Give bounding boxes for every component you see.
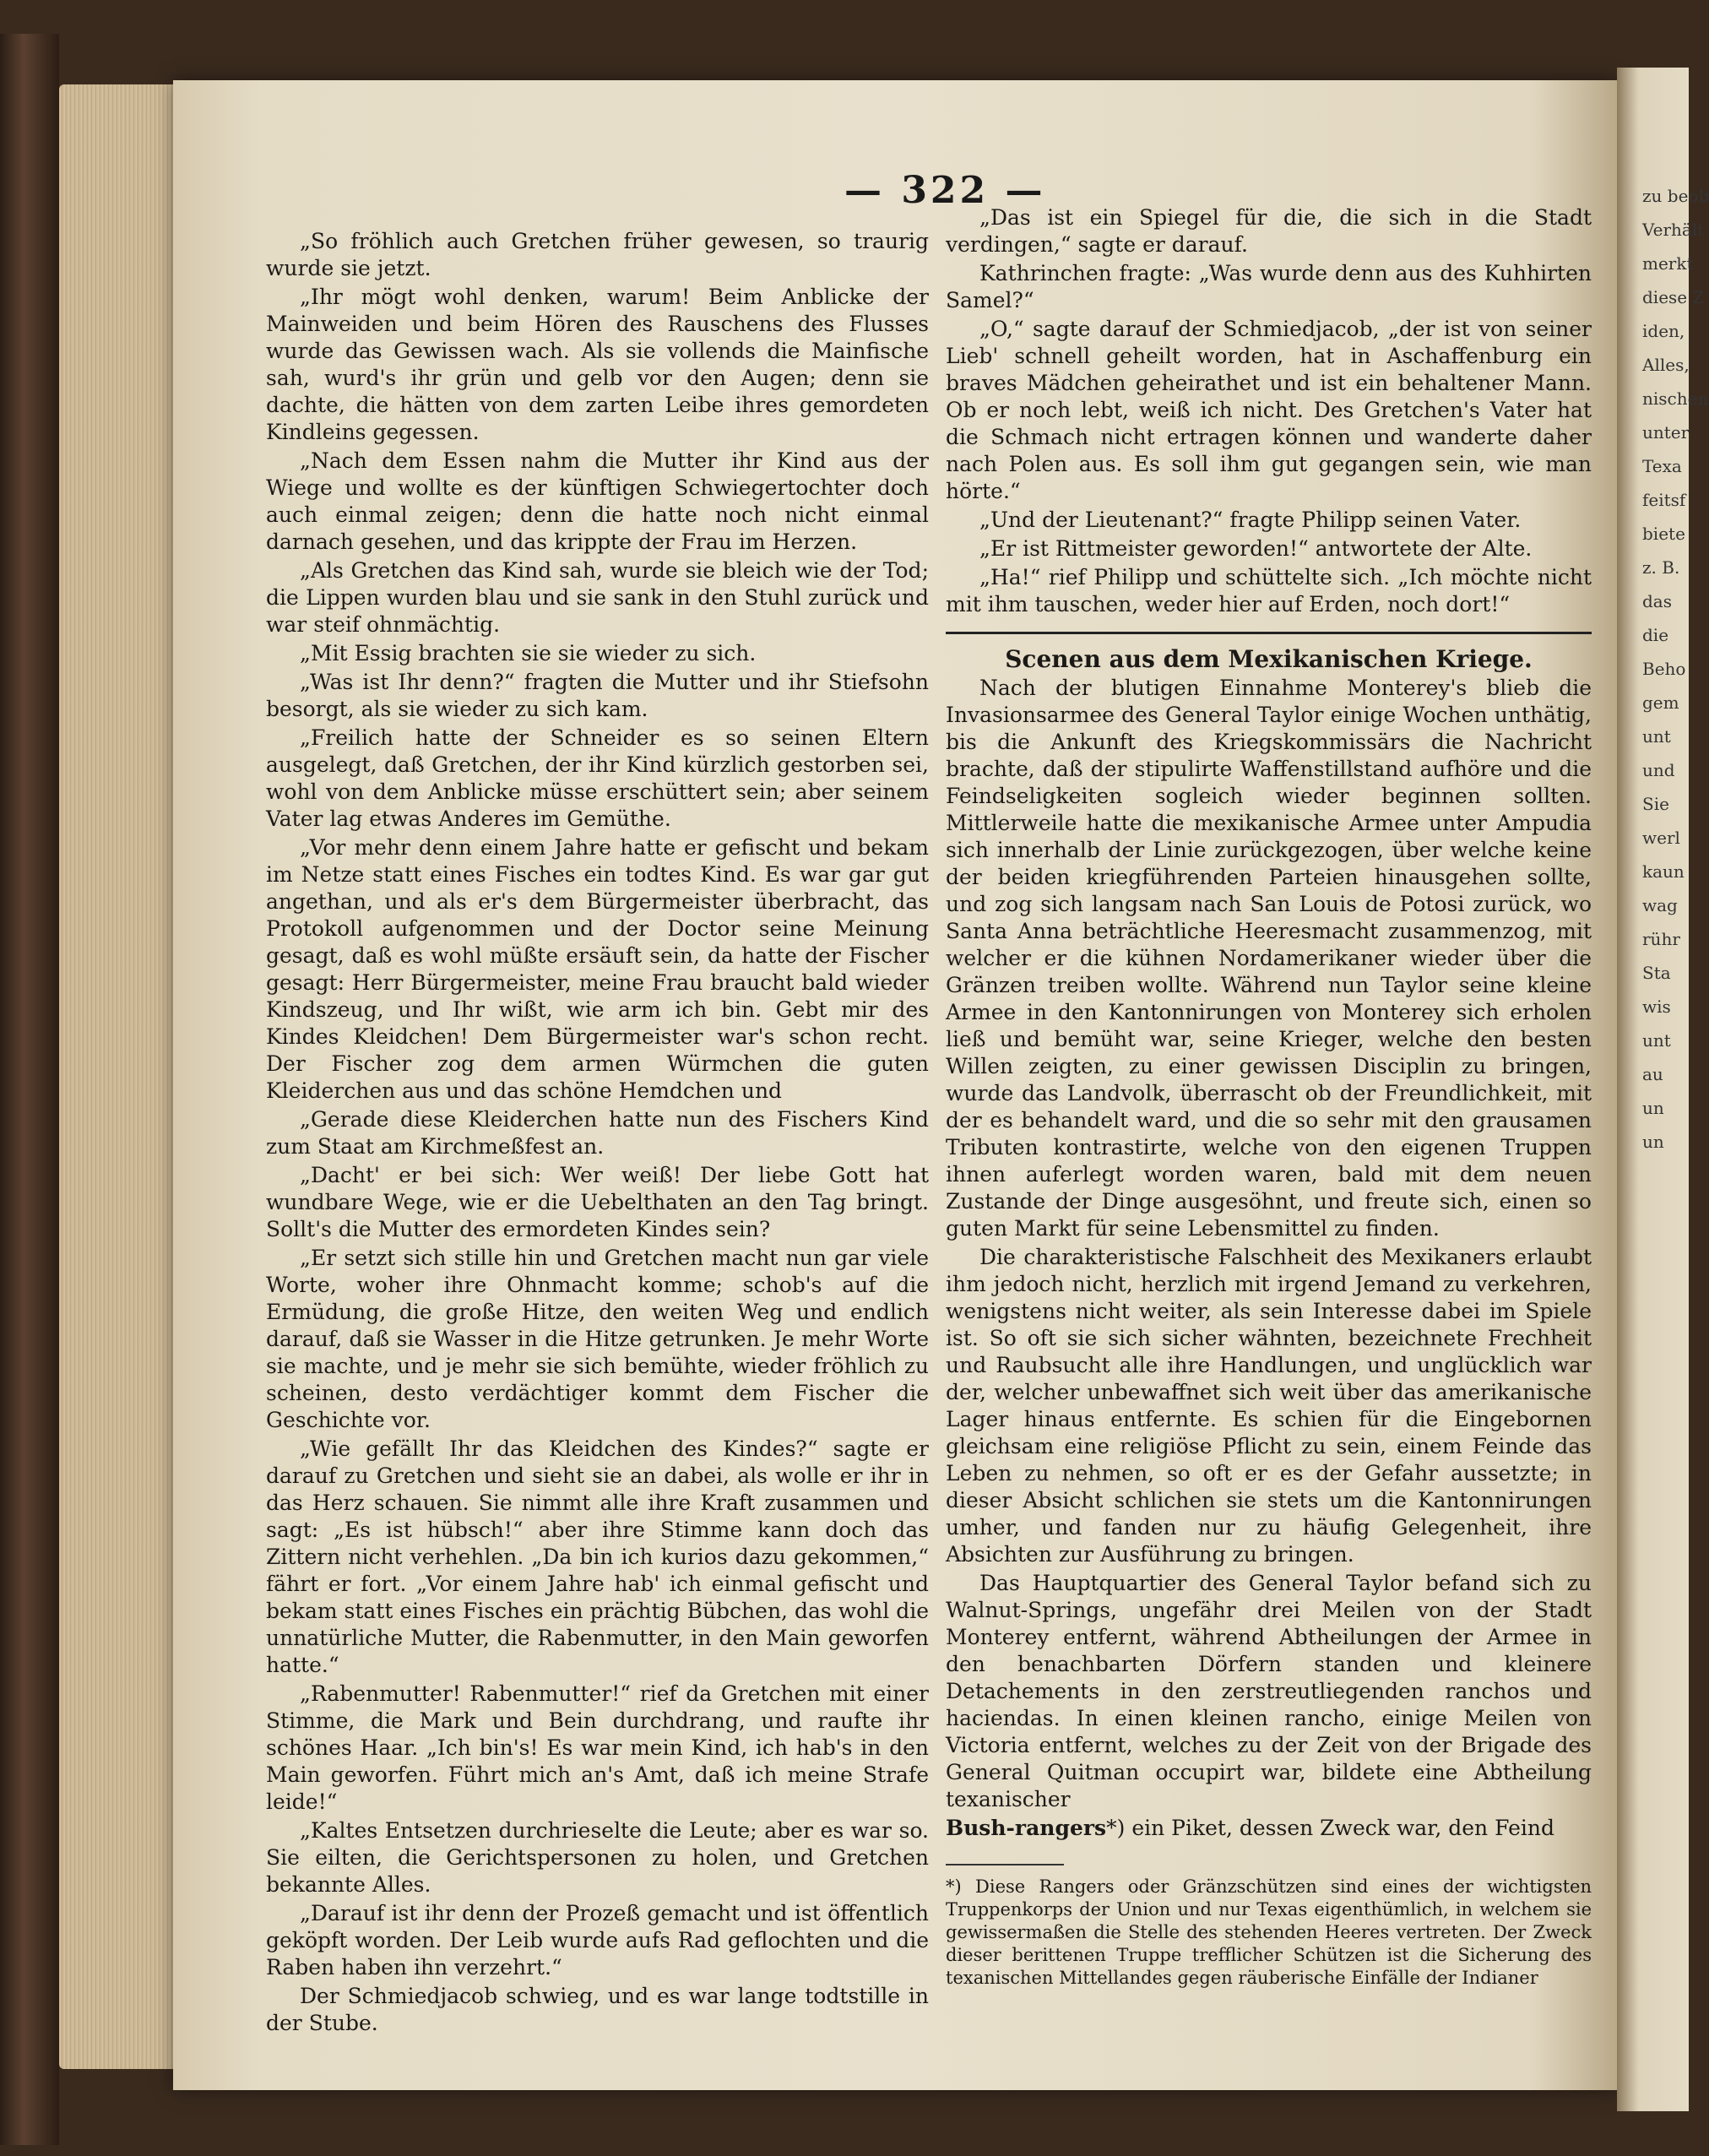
article-line-rest: ein Piket, dessen Zweck war, den Feind: [1125, 1816, 1554, 1840]
facing-page-fragment: und: [1642, 760, 1675, 780]
paragraph: „Mit Essig brachten sie sie wieder zu sich.: [300, 641, 757, 665]
facing-page-fragment: unt: [1642, 1030, 1671, 1051]
facing-page-fragment: wag: [1642, 895, 1678, 915]
footnote-marker: *): [1106, 1816, 1126, 1840]
facing-page-fragment: au: [1642, 1064, 1663, 1084]
footnote-divider: [946, 1864, 1064, 1865]
article-paragraph: Nach der blutigen Einnahme Monterey's blieb die Invasionsarmee des General Taylor einige Wochen unthätig, bis die Ankunft des Kriegskommissärs die Nachricht brachte, daß der stipulirte Waffenstillstand aufhöre und die Feindseligkeiten sogleich wieder beginnen sollten. Mittlerweile hatte die mexikanische Armee unter Ampudia sich innerhalb der Linie zurückgezogen, über welche keine der beiden kriegführenden Parteien hinausgehen sollte, und zog sich langsam nach San Louis de Potosi zurück, wo Santa Anna beträchtliche Heeresmacht zusammenzog, mit welcher er die kühnen Nordamerikaner wieder über die Gränzen treiben wollte. Während nun Taylor seine kleine Armee in den Kantonnirungen von Monterey sich erholen ließ und bemüht war, seine Krieger, welche den besten Willen zeigten, zu einer gewissen Disciplin zu bringen, wurde das Landvolk, überrascht ob der Freundlichkeit, mit der es behandelt ward, und die so sehr mit den grausamen Tributen kontrastirte, welche von den eigenen Truppen ihnen auferlegt worden waren, bald mit dem neuen Zustande der Dinge ausgesöhnt, und freute sich, einen so guten Markt für seine Lebensmittel zu finden.: [946, 676, 1592, 1241]
paragraph: „Er setzt sich stille hin und Gretchen macht nun gar viele Worte, woher ihre Ohnmacht komme; schob's auf die Ermüdung, die große Hitze, den weiten Weg und endlich darauf, daß sie Wasser in die Hitze getrunken. Je mehr Worte sie machte, und je mehr sie sich bemühte, wieder fröhlich zu scheinen, desto verdächtiger kommt dem Fischer die Geschichte vor.: [266, 1246, 929, 1432]
paragraph: „Freilich hatte der Schneider es so seinen Eltern ausgelegt, daß Gretchen, der ihr Kind kürzlich gestorben sei, wohl von dem Anblicke müsse erschüttert sein; aber seinem Vater lag etwas Anderes im Gemüthe.: [266, 725, 929, 831]
bush-rangers-term: Bush-rangers: [946, 1816, 1107, 1840]
facing-page-fragment: unt: [1642, 726, 1671, 747]
facing-page-fragment: unter: [1642, 422, 1690, 443]
facing-page-fragment: wis: [1642, 997, 1671, 1017]
facing-page-fragment: Texa: [1642, 456, 1682, 476]
facing-page-fragment: z. B.: [1642, 557, 1680, 578]
paragraph: „Dacht' er bei sich: Wer weiß! Der liebe Gott hat wundbare Wege, wie er die Uebelthaten an den Tag bringt. Sollt's die Mutter des ermordeten Kindes sein?: [266, 1163, 929, 1241]
facing-page-fragment: die: [1642, 625, 1669, 645]
paragraph: „Wie gefällt Ihr das Kleidchen des Kindes?“ sagte er darauf zu Gretchen und sieht sie an dabei, als wolle er ihr in das Herz schauen. Sie nimmt alle ihre Kraft zusammen und sagt: „Es ist hübsch!“ aber ihre Stimme kann doch das Zittern nicht verhehlen. „Da bin ich kurios dazu gekommen,“ fährt er fort. „Vor einem Jahre hab' ich einmal gefischt und bekam statt eines Fisches ein prächtig Bübchen, das wohl die unnatürliche Mutter, die Rabenmutter, in den Main geworfen hatte.“: [266, 1436, 929, 1677]
facing-page-fragment: gem: [1642, 692, 1679, 713]
paragraph: „So fröhlich auch Gretchen früher gewesen, so traurig wurde sie jetzt.: [266, 229, 929, 280]
paragraph: „Vor mehr denn einem Jahre hatte er gefischt und bekam im Netze statt eines Fisches ein todtes Kind. Es war gar gut angethan, und als er's dem Bürgermeister überbracht, das Protokoll aufgenommen und der Doctor seine Meinung gesagt, daß es wohl müßte ersäuft sein, da hatte der Fischer gesagt: Herr Bürgermeister, meine Frau braucht bald wieder Kindszeug, und Ihr wißt, wie arm ich bin. Gebt mir des Kindes Kleidchen! Dem Bürgermeister war's schon recht. Der Fischer zog dem armen Würmchen die guten Kleiderchen aus und das schöne Hemdchen und: [266, 835, 929, 1103]
facing-page-fragment: kaun: [1642, 861, 1685, 882]
facing-page-fragment: feitsf: [1642, 490, 1686, 510]
facing-page-fragment: merkt: [1642, 253, 1694, 274]
facing-page-fragment: werl: [1642, 828, 1680, 848]
facing-page-fragment: Sie: [1642, 794, 1669, 814]
right-column: [946, 204, 1592, 1991]
facing-page-fragment: rühr: [1642, 929, 1680, 949]
paragraph: „O,“ sagte darauf der Schmiedjacob, „der ist von seiner Lieb' schnell geheilt worden, hat in Aschaffenburg ein braves Mädchen geheirathet und ist ein behaltener Mann. Ob er noch lebt, weiß ich nicht. Des Gretchen's Vater hat die Schmach nicht ertragen können und wanderte daher nach Polen aus. Es soll ihm gut gegangen sein, wie man hörte.“: [946, 317, 1592, 503]
paragraph: „Rabenmutter! Rabenmutter!“ rief da Gretchen mit einer Stimme, die Mark und Bein durchdrang, und raufte ihr schönes Haar. „Ich bin's! Es war mein Kind, ich hab's in den Main geworfen. Führt mich an's Amt, daß ich meine Strafe leide!“: [266, 1681, 929, 1814]
book-spine-edge: [0, 34, 59, 2145]
facing-page-edge: [1617, 68, 1709, 2111]
paragraph: „Als Gretchen das Kind sah, wurde sie bleich wie der Tod; die Lippen wurden blau und sie sank in den Stuhl zurück und war steif ohnmächtig.: [266, 558, 929, 637]
paragraph: „Was ist Ihr denn?“ fragten die Mutter und ihr Stiefsohn besorgt, als sie wieder zu sich kam.: [266, 670, 929, 721]
article-last-line: [946, 1815, 1592, 1842]
facing-page-fragment: das: [1642, 591, 1672, 611]
facing-page-fragment: Alles,: [1642, 355, 1690, 375]
paragraph: „Nach dem Essen nahm die Mutter ihr Kind aus der Wiege und wollte es der künftigen Schwiegertochter doch auch einmal zeigen; denn die hatte noch nicht einmal darnach gesehen, und das krippte der Frau im Herzen.: [266, 448, 929, 554]
facing-page-fragment: Beho: [1642, 659, 1686, 679]
paragraph: „Ha!“ rief Philipp und schüttelte sich. „Ich möchte nicht mit ihm tauschen, weder hier auf Erden, noch dort!“: [946, 565, 1592, 616]
facing-page-fragment: zu beob: [1642, 186, 1709, 206]
paragraph: „Darauf ist ihr denn der Prozeß gemacht und ist öffentlich geköpft worden. Der Leib wurde aufs Rad geflochten und die Raben haben ihn verzehrt.“: [266, 1901, 929, 1980]
section-title: Scenen aus dem Mexikanischen Kriege.: [1005, 645, 1533, 673]
facing-page-fragment: un: [1642, 1098, 1664, 1118]
article-paragraph: Das Hauptquartier des General Taylor befand sich zu Walnut-Springs, ungefähr drei Meilen von der Stadt Monterey entfernt, während Abtheilungen der Armee in den benachbarten Dörfern standen und kleinere Detachements in den zerstreutliegenden ranchos und haciendas. In einen kleinen rancho, einige Meilen von Victoria entfernt, welches zu der Zeit von der Brigade des General Quitman occupirt war, bildete eine Abtheilung texanischer: [946, 1571, 1592, 1811]
left-column: [266, 228, 929, 2039]
section-divider: [946, 632, 1592, 634]
paragraph: „Das ist ein Spiegel für die, die sich in die Stadt verdingen,“ sagte er darauf.: [946, 205, 1592, 257]
paragraph: Kathrinchen fragte: „Was wurde denn aus des Kuhhirten Samel?“: [946, 261, 1592, 312]
page-stack-edge: [59, 84, 177, 2069]
article-paragraph: Die charakteristische Falschheit des Mexikaners erlaubt ihm jedoch nicht, herzlich mit irgend Jemand zu verkehren, wenigstens nicht weiter, als sein Interesse dabei im Spiele ist. So oft sie sich sicher wähnten, bezeichnete Frechheit und Raubsucht alle ihre Handlungen, und unglücklich war der, welcher unbewaffnet sich weit über das amerikanische Lager hinaus entfernte. Es schien für die Eingebornen gleichsam eine religiöse Pflicht zu sein, einem Feinde das Leben zu nehmen, so oft er es der Gefahr aussetzte; in dieser Absicht schlichen sie stets um die Kantonnirungen umher, und fanden nur zu häufig Gelegenheit, ihre Absichten zur Ausführung zu bringen.: [946, 1245, 1592, 1567]
paragraph: Der Schmiedjacob schwieg, und es war lange todtstille in der Stube.: [266, 1984, 929, 2035]
facing-page-fragment: biete: [1642, 524, 1685, 544]
footnote: *) Diese Rangers oder Gränzschützen sind eines der wichtigsten Truppenkorps der Union und nur Texas eigenthümlich, in welchem sie gewissermaßen die Stelle des stehenden Heeres vertreten. Der Zweck dieser berittenen Truppe trefflicher Schützen ist die Sicherung des texanischen Mittellandes gegen räuberische Einfälle der Indianer: [946, 1876, 1592, 1988]
paragraph: „Gerade diese Kleiderchen hatte nun des Fischers Kind zum Staat am Kirchmeßfest an.: [266, 1107, 929, 1159]
paragraph: „Kaltes Entsetzen durchrieselte die Leute; aber es war so. Sie eilten, die Gerichtspersonen zu holen, und Gretchen bekannte Alles.: [266, 1818, 929, 1897]
page-number: — 322 —: [844, 169, 1046, 212]
facing-page-fragment: Verhält: [1642, 220, 1705, 240]
paragraph: „Und der Lieutenant?“ fragte Philipp seinen Vater.: [979, 508, 1522, 532]
facing-page-fragment: un: [1642, 1132, 1664, 1152]
facing-page-fragment: nischen: [1642, 388, 1709, 409]
facing-page-fragment: diese Z: [1642, 287, 1705, 307]
facing-page-fragment: Sta: [1642, 963, 1671, 983]
facing-page-fragment: iden,: [1642, 321, 1685, 341]
paragraph: „Er ist Rittmeister geworden!“ antwortete der Alte.: [979, 536, 1533, 561]
paragraph: „Ihr mögt wohl denken, warum! Beim Anblicke der Mainweiden und beim Hören des Rauschens des Flusses wurde das Gewissen wach. Als sie vollends die Mainfische sah, wurd's ihr grün und gelb vor den Augen; denn sie dachte, die hätten von dem zarten Leibe ihres gemordeten Kindleins gegessen.: [266, 285, 929, 444]
